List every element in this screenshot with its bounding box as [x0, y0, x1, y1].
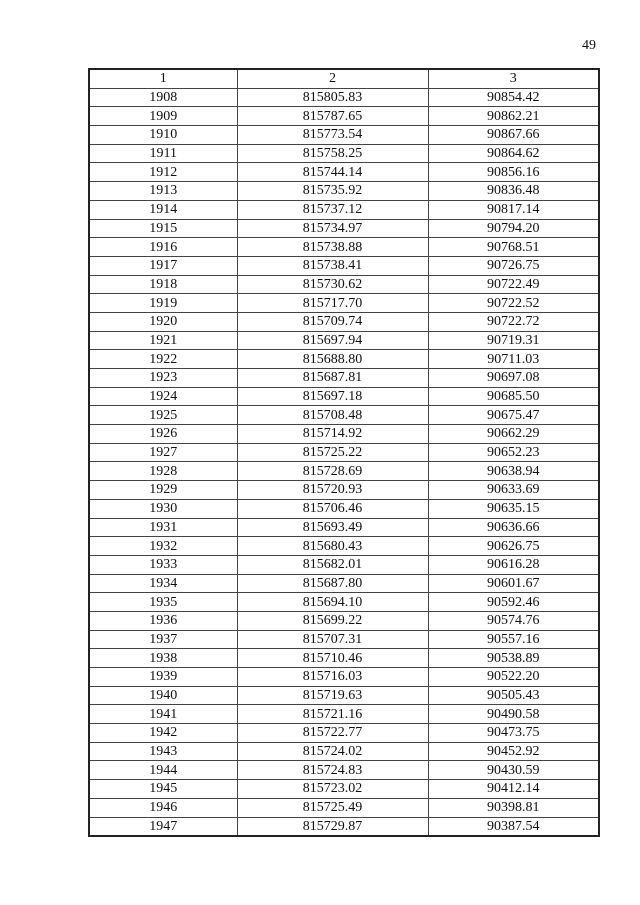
value-col2-cell: 815693.49: [237, 518, 428, 537]
value-col3-cell: 90662.29: [428, 425, 599, 444]
value-col3-cell: 90638.94: [428, 462, 599, 481]
value-col3-cell: 90856.16: [428, 163, 599, 182]
table-row: [89, 219, 599, 238]
value-col3-cell: 90697.08: [428, 369, 599, 388]
year-cell: 1936: [89, 611, 237, 630]
value-col2-cell: 815687.80: [237, 574, 428, 593]
value-col3-cell: 90867.66: [428, 126, 599, 145]
value-col3-cell: 90652.23: [428, 443, 599, 462]
table-row: [89, 275, 599, 294]
year-cell: 1919: [89, 294, 237, 313]
year-cell: 1909: [89, 107, 237, 126]
year-cell: 1924: [89, 387, 237, 406]
table-row: [89, 406, 599, 425]
column-header-3: 3: [428, 69, 599, 88]
value-col3-cell: 90685.50: [428, 387, 599, 406]
value-col3-cell: 90522.20: [428, 668, 599, 687]
value-col3-cell: 90722.49: [428, 275, 599, 294]
year-cell: 1912: [89, 163, 237, 182]
table-row: [89, 312, 599, 331]
table-row: [89, 182, 599, 201]
value-col3-cell: 90601.67: [428, 574, 599, 593]
value-col3-cell: 90854.42: [428, 88, 599, 107]
value-col2-cell: 815744.14: [237, 163, 428, 182]
year-cell: 1915: [89, 219, 237, 238]
table-row: [89, 518, 599, 537]
value-col2-cell: 815694.10: [237, 593, 428, 612]
value-col2-cell: 815716.03: [237, 668, 428, 687]
table-row: [89, 107, 599, 126]
value-col2-cell: 815737.12: [237, 200, 428, 219]
table-row: [89, 369, 599, 388]
value-col3-cell: 90722.72: [428, 312, 599, 331]
value-col2-cell: 815729.87: [237, 817, 428, 836]
year-cell: 1938: [89, 649, 237, 668]
table-row: [89, 593, 599, 612]
year-cell: 1914: [89, 200, 237, 219]
table-row: [89, 256, 599, 275]
value-col2-cell: 815805.83: [237, 88, 428, 107]
value-col3-cell: 90726.75: [428, 256, 599, 275]
header-row: [89, 69, 599, 88]
year-cell: 1929: [89, 481, 237, 500]
value-col3-cell: 90722.52: [428, 294, 599, 313]
year-cell: 1916: [89, 238, 237, 257]
year-cell: 1937: [89, 630, 237, 649]
year-cell: 1942: [89, 724, 237, 743]
year-cell: 1922: [89, 350, 237, 369]
value-col2-cell: 815707.31: [237, 630, 428, 649]
value-col2-cell: 815699.22: [237, 611, 428, 630]
year-cell: 1934: [89, 574, 237, 593]
table-row: [89, 126, 599, 145]
value-col2-cell: 815697.94: [237, 331, 428, 350]
table-header: [89, 69, 599, 88]
table-row: [89, 761, 599, 780]
value-col2-cell: 815758.25: [237, 144, 428, 163]
year-cell: 1926: [89, 425, 237, 444]
value-col3-cell: 90864.62: [428, 144, 599, 163]
value-col2-cell: 815720.93: [237, 481, 428, 500]
value-col2-cell: 815721.16: [237, 705, 428, 724]
value-col3-cell: 90398.81: [428, 798, 599, 817]
year-cell: 1910: [89, 126, 237, 145]
year-cell: 1945: [89, 780, 237, 799]
value-col2-cell: 815717.70: [237, 294, 428, 313]
value-col3-cell: 90574.76: [428, 611, 599, 630]
year-cell: 1921: [89, 331, 237, 350]
value-col2-cell: 815722.77: [237, 724, 428, 743]
data-table: [88, 68, 600, 837]
table-row: [89, 817, 599, 836]
value-col2-cell: 815682.01: [237, 555, 428, 574]
table-row: [89, 350, 599, 369]
year-cell: 1946: [89, 798, 237, 817]
page-number: 49: [582, 38, 596, 53]
value-col3-cell: 90473.75: [428, 724, 599, 743]
value-col3-cell: 90836.48: [428, 182, 599, 201]
value-col3-cell: 90675.47: [428, 406, 599, 425]
table-row: [89, 705, 599, 724]
table-row: [89, 294, 599, 313]
year-cell: 1913: [89, 182, 237, 201]
value-col3-cell: 90711.03: [428, 350, 599, 369]
table-row: [89, 200, 599, 219]
table-row: [89, 481, 599, 500]
table-row: [89, 499, 599, 518]
year-cell: 1908: [89, 88, 237, 107]
value-col3-cell: 90412.14: [428, 780, 599, 799]
table-row: [89, 144, 599, 163]
year-cell: 1944: [89, 761, 237, 780]
value-col3-cell: 90636.66: [428, 518, 599, 537]
value-col2-cell: 815688.80: [237, 350, 428, 369]
table-row: [89, 574, 599, 593]
value-col3-cell: 90719.31: [428, 331, 599, 350]
value-col2-cell: 815724.83: [237, 761, 428, 780]
value-col2-cell: 815734.97: [237, 219, 428, 238]
table-row: [89, 88, 599, 107]
year-cell: 1911: [89, 144, 237, 163]
value-col2-cell: 815738.88: [237, 238, 428, 257]
value-col2-cell: 815680.43: [237, 537, 428, 556]
value-col3-cell: 90817.14: [428, 200, 599, 219]
table-row: [89, 555, 599, 574]
value-col3-cell: 90452.92: [428, 742, 599, 761]
year-cell: 1943: [89, 742, 237, 761]
year-cell: 1925: [89, 406, 237, 425]
table-row: [89, 649, 599, 668]
value-col2-cell: 815719.63: [237, 686, 428, 705]
year-cell: 1918: [89, 275, 237, 294]
year-cell: 1928: [89, 462, 237, 481]
year-cell: 1940: [89, 686, 237, 705]
table-body: [89, 88, 599, 836]
value-col3-cell: 90505.43: [428, 686, 599, 705]
value-col3-cell: 90430.59: [428, 761, 599, 780]
table-row: [89, 742, 599, 761]
table-row: [89, 780, 599, 799]
year-cell: 1917: [89, 256, 237, 275]
year-cell: 1932: [89, 537, 237, 556]
table-row: [89, 163, 599, 182]
value-col2-cell: 815710.46: [237, 649, 428, 668]
table-row: [89, 387, 599, 406]
value-col2-cell: 815706.46: [237, 499, 428, 518]
year-cell: 1931: [89, 518, 237, 537]
value-col2-cell: 815787.65: [237, 107, 428, 126]
year-cell: 1923: [89, 369, 237, 388]
value-col2-cell: 815735.92: [237, 182, 428, 201]
value-col2-cell: 815714.92: [237, 425, 428, 444]
table-row: [89, 331, 599, 350]
value-col3-cell: 90862.21: [428, 107, 599, 126]
year-cell: 1947: [89, 817, 237, 836]
value-col3-cell: 90490.58: [428, 705, 599, 724]
table-row: [89, 611, 599, 630]
value-col2-cell: 815724.02: [237, 742, 428, 761]
value-col2-cell: 815723.02: [237, 780, 428, 799]
value-col3-cell: 90768.51: [428, 238, 599, 257]
value-col3-cell: 90592.46: [428, 593, 599, 612]
value-col2-cell: 815725.22: [237, 443, 428, 462]
value-col3-cell: 90626.75: [428, 537, 599, 556]
value-col3-cell: 90387.54: [428, 817, 599, 836]
table-row: [89, 630, 599, 649]
year-cell: 1939: [89, 668, 237, 687]
value-col3-cell: 90557.16: [428, 630, 599, 649]
year-cell: 1927: [89, 443, 237, 462]
value-col3-cell: 90538.89: [428, 649, 599, 668]
value-col2-cell: 815708.48: [237, 406, 428, 425]
column-header-2: 2: [237, 69, 428, 88]
table-row: [89, 462, 599, 481]
table-row: [89, 238, 599, 257]
year-cell: 1930: [89, 499, 237, 518]
year-cell: 1933: [89, 555, 237, 574]
table-row: [89, 686, 599, 705]
table-row: [89, 425, 599, 444]
value-col2-cell: 815687.81: [237, 369, 428, 388]
column-header-1: 1: [89, 69, 237, 88]
value-col3-cell: 90616.28: [428, 555, 599, 574]
value-col2-cell: 815697.18: [237, 387, 428, 406]
table-row: [89, 443, 599, 462]
value-col2-cell: 815730.62: [237, 275, 428, 294]
table-row: [89, 537, 599, 556]
value-col2-cell: 815738.41: [237, 256, 428, 275]
year-cell: 1935: [89, 593, 237, 612]
value-col2-cell: 815709.74: [237, 312, 428, 331]
year-cell: 1941: [89, 705, 237, 724]
value-col2-cell: 815728.69: [237, 462, 428, 481]
value-col3-cell: 90633.69: [428, 481, 599, 500]
table-row: [89, 724, 599, 743]
value-col2-cell: 815773.54: [237, 126, 428, 145]
value-col3-cell: 90794.20: [428, 219, 599, 238]
value-col3-cell: 90635.15: [428, 499, 599, 518]
value-col2-cell: 815725.49: [237, 798, 428, 817]
table-row: [89, 798, 599, 817]
year-cell: 1920: [89, 312, 237, 331]
table-row: [89, 668, 599, 687]
